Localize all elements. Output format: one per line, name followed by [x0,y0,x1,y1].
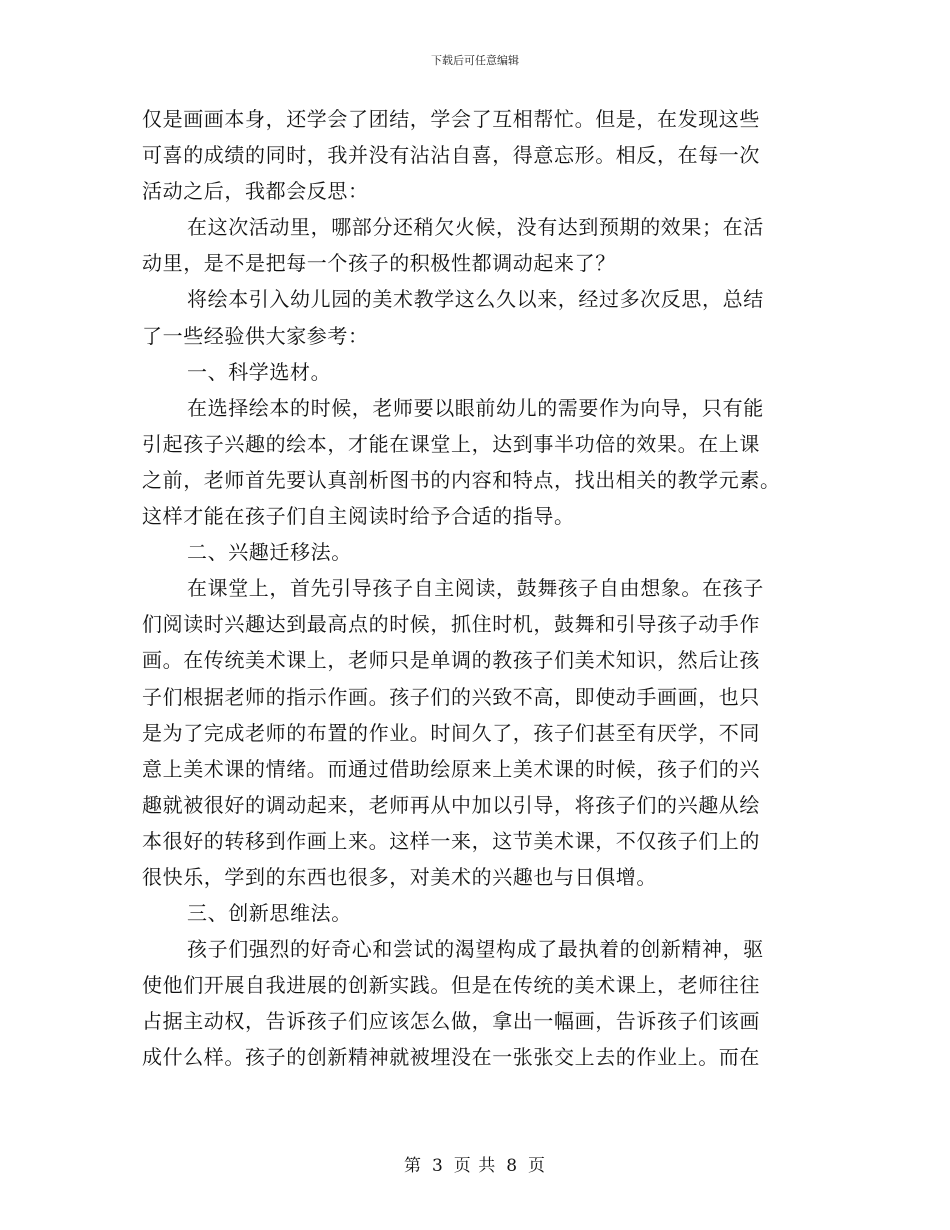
text-line: 在选择绘本的时候，老师要以眼前幼儿的需要作为向导，只有能 [187,395,764,420]
text-line: 引起孩子兴趣的绘本，才能在课堂上，达到事半功倍的效果。在上课 [142,431,760,456]
text-line: 孩子们强烈的好奇心和尝试的渴望构成了最执着的创新精神，驱 [187,937,764,962]
text-line: 动里，是不是把每一个孩子的积极性都调动起来了？ [142,251,616,276]
text-line: 成什么样。孩子的创新精神就被埋没在一张张交上去的作业上。而在 [142,1045,760,1070]
document-body [142,101,812,1076]
text-line: 使他们开展自我进展的创新实践。但是在传统的美术课上，老师往往 [142,973,760,998]
text-line: 可喜的成绩的同时，我并没有沾沾自喜，得意忘形。相反，在每一次 [142,143,760,168]
text-line: 是为了完成老师的布置的作业。时间久了，孩子们甚至有厌学，不同 [142,720,760,745]
text-line: 了一些经验供大家参考： [142,323,369,348]
page-header-note: 下载后可任意编辑 [431,54,519,67]
current-page-number: 3 [431,1156,444,1176]
text-line: 本很好的转移到作画上来。这样一来，这节美术课，不仅孩子们上的 [142,828,760,853]
text-line: 们阅读时兴趣达到最高点的时候，抓住时机，鼓舞和引导孩子动手作 [142,612,760,637]
text-line: 仅是画画本身，还学会了团结，学会了互相帮忙。但是，在发现这些 [142,107,760,131]
text-line: 在这次活动里，哪部分还稍欠火候，没有达到预期的效果；在活 [187,215,764,240]
text-line: 画。在传统美术课上，老师只是单调的教孩子们美术知识，然后让孩 [142,648,760,673]
footer-prefix: 第 [403,1156,422,1176]
text-line: 活动之后，我都会反思： [142,179,369,204]
text-line: 子们根据老师的指示作画。孩子们的兴致不高，即使动手画画，也只 [142,684,760,709]
footer-suffix: 页 [528,1156,547,1176]
footer-middle: 页 共 [453,1156,497,1176]
text-line: 很快乐，学到的东西也很多，对美术的兴趣也与日俱增。 [142,864,657,889]
text-line: 这样才能在孩子们自主阅读时给予合适的指导。 [142,504,575,529]
text-line: 之前，老师首先要认真剖析图书的内容和特点，找出相关的教学元素。 [142,467,781,492]
text-line: 在课堂上，首先引导孩子自主阅读，鼓舞孩子自由想象。在孩子 [187,576,764,601]
page-number-footer [0,1151,950,1176]
text-line: 趣就被很好的调动起来，老师再从中加以引导，将孩子们的兴趣从绘 [142,792,760,817]
text-line: 占据主动权，告诉孩子们应该怎么做，拿出一幅画，告诉孩子们该画 [142,1009,760,1034]
text-line: 将绘本引入幼儿园的美术教学这么久以来，经过多次反思，总结 [187,287,764,312]
section-heading: 三、创新思维法。 [187,901,352,926]
section-heading: 二、兴趣迁移法。 [187,540,352,565]
total-page-count: 8 [506,1156,519,1176]
section-heading: 一、科学选材。 [187,359,332,384]
text-line: 意上美术课的情绪。而通过借助绘原来上美术课的时候，孩子们的兴 [142,756,760,781]
